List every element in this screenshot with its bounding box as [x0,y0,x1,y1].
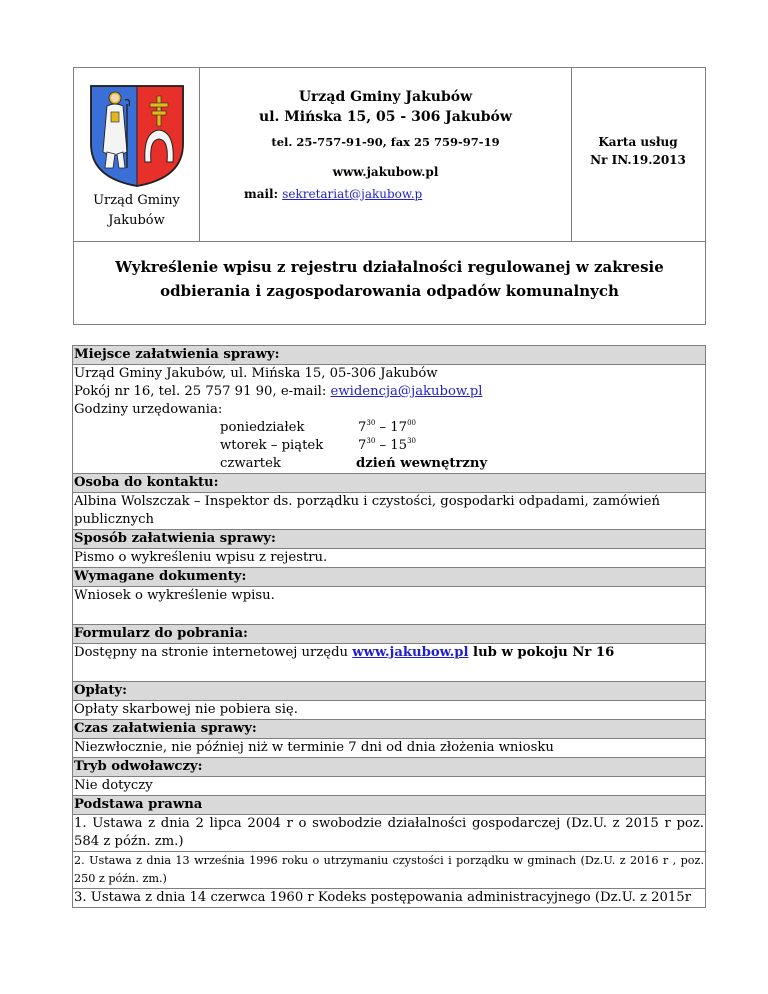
card-number-cell [571,68,705,241]
legal-item-2: 2. Ustawa z dnia 13 września 1996 roku o utrzymaniu czystości i porządku w gminach (Dz.U. z 2016 r , poz. 250 z późn. zm.) [72,852,706,889]
office-website: www.jakubow.pl [332,165,439,179]
section-body-documents: Wniosek o wykreślenie wpisu. [72,587,706,625]
document-title-line1: Wykreślenie wpisu z rejestru działalności regulowanej w zakresie [115,258,664,276]
section-heading-time: Czas załatwienia sprawy: [72,720,706,739]
document-title [74,255,705,303]
logo-caption-line2: Jakubów [108,213,165,228]
logo-cell [74,68,199,241]
service-details-table [72,345,706,908]
legal-item-1: 1. Ustawa z dnia 2 lipca 2004 r o swobodzie działalności gospodarczej (Dz.U. z 2015 r poz. 584 z późn. zm.) [72,815,706,852]
form-website-link[interactable]: www.jakubow.pl [352,645,469,660]
office-phone: tel. 25-757-91-90, fax 25 759-97-19 [271,135,500,149]
office-name [200,87,571,127]
email-link[interactable]: ewidencja@jakubow.pl [330,384,483,399]
office-info-cell [199,68,572,241]
hours-tue-fri: $7^{30} - 15^{30}$ [358,437,416,453]
hours-monday: $7^{30} - 17^{00}$ [358,419,416,435]
section-heading-form: Formularz do pobrania: [72,625,706,644]
coat-of-arms-icon [87,82,187,190]
card-number [571,133,705,169]
thursday-note: dzień wewnętrzny [356,456,488,471]
place-room-text: Pokój nr 16, tel. 25 757 91 90, e-mail: [74,384,331,399]
card-label: Karta usług [598,135,678,149]
section-heading-documents: Wymagane dokumenty: [72,568,706,587]
section-body-time: Niezwłocznie, nie później niż w terminie 7 dni od dnia złożenia wniosku [72,739,706,758]
legal-item-3: 3. Ustawa z dnia 14 czerwca 1960 r Kodeks postępowania administracyjnego (Dz.U. z 2015r [72,889,706,908]
day-tue-fri: wtorek – piątek [220,438,324,453]
section-body-appeal: Nie dotyczy [72,777,706,796]
place-room [74,383,704,401]
header-box [73,67,706,325]
section-heading-place: Miejsce załatwienia sprawy: [72,346,706,365]
day-thursday: czwartek [220,456,281,471]
card-id: Nr IN.19.2013 [590,153,686,167]
document-title-line2: odbierania i zagospodarowania odpadów komunalnych [160,282,619,300]
form-text: Dostępny na stronie internetowej urzędu [74,645,353,660]
mail-link[interactable]: sekretariat@jakubow.p [282,187,423,201]
section-body-fees: Opłaty skarbowej nie pobiera się. [72,701,706,720]
section-heading-fees: Opłaty: [72,682,706,701]
section-heading-appeal: Tryb odwoławczy: [72,758,706,777]
section-body-contact: Albina Wolszczak – Inspektor ds. porządku i czystości, gospodarki odpadami, zamówień publicznych [72,493,706,530]
form-room: lub w pokoju Nr 16 [468,645,615,660]
office-address: ul. Mińska 15, 05 - 306 Jakubów [259,109,512,125]
office-mail [244,187,422,201]
section-heading-method: Sposób załatwienia sprawy: [72,530,706,549]
mail-label: mail: [244,187,283,201]
section-body-form [72,644,706,682]
day-monday: poniedziałek [220,420,305,435]
header-top-row [74,68,705,242]
hours-label: Godziny urzędowania: [74,402,223,417]
section-body-place [72,365,706,474]
logo-caption [74,191,199,231]
section-heading-contact: Osoba do kontaktu: [72,474,706,493]
logo-caption-line1: Urząd Gminy [93,193,180,208]
section-body-method: Pismo o wykreśleniu wpisu z rejestru. [72,549,706,568]
place-address: Urząd Gminy Jakubów, ul. Mińska 15, 05-306 Jakubów [74,366,438,381]
office-hours [74,419,704,473]
office-name-line1: Urząd Gminy Jakubów [298,89,473,105]
section-heading-legal: Podstawa prawna [72,796,706,815]
